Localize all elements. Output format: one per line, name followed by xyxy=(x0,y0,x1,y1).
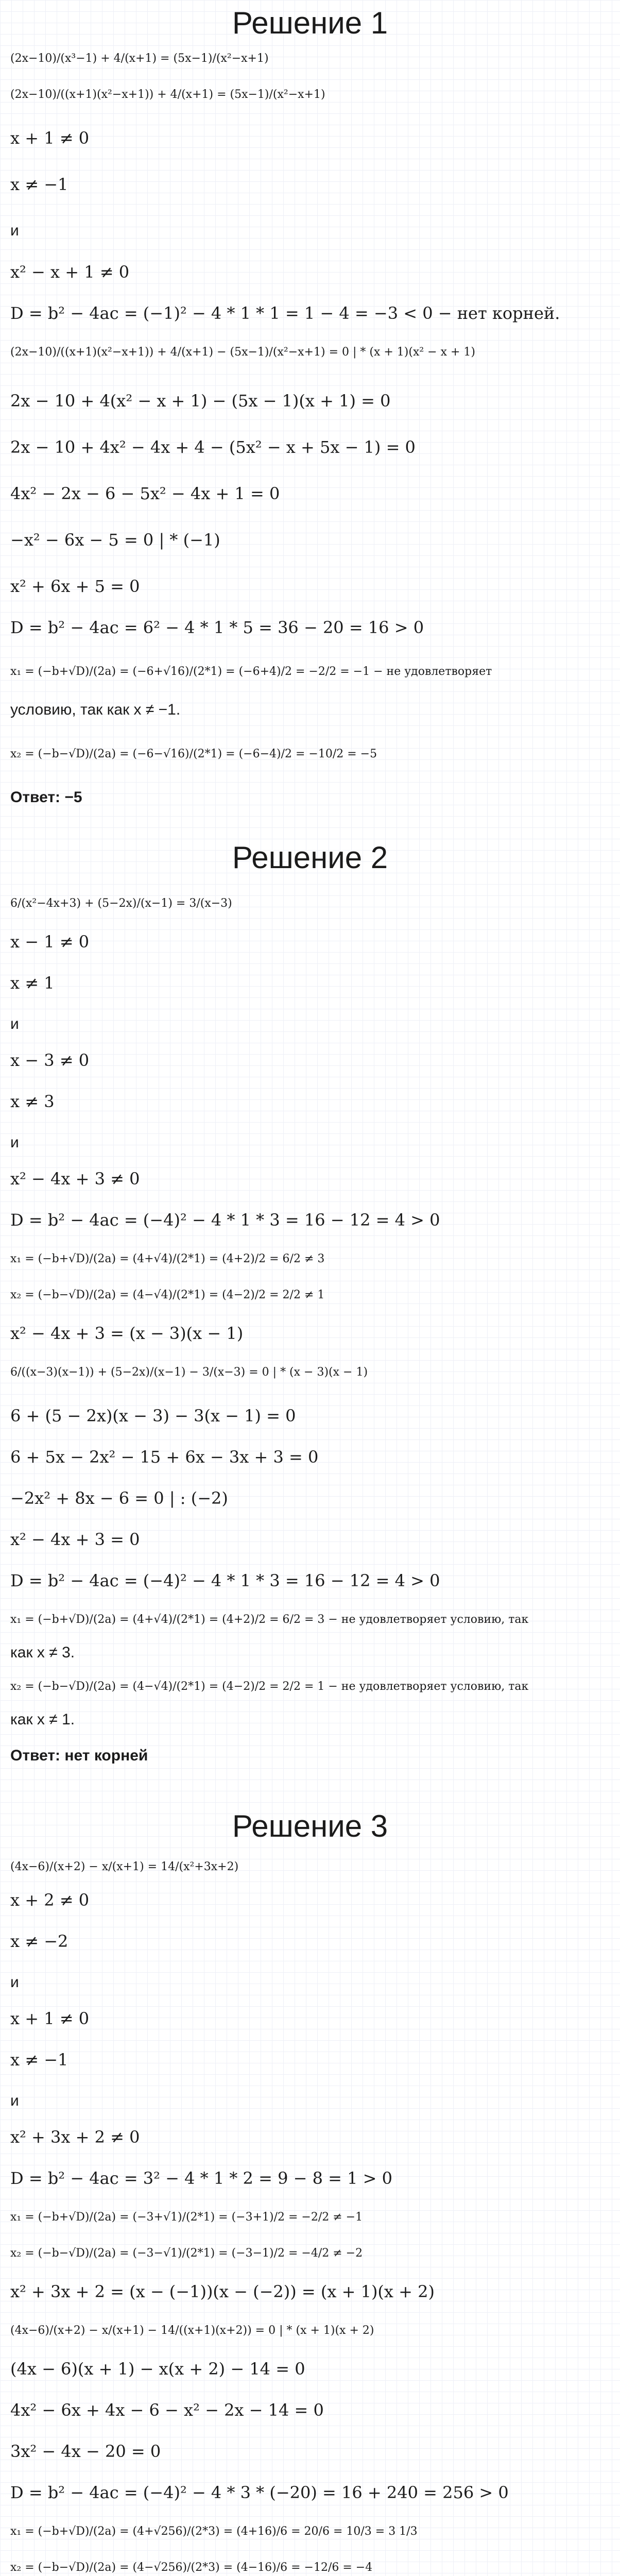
equation-line: x ≠ −2 xyxy=(10,1931,68,1951)
equation-line: (4x−6)/(x+2) − x/(x+1) = 14/(x²+3x+2) xyxy=(10,1860,239,1873)
equation-line: x₂ = (−b−√D)/(2a) = (4−√4)/(2*1) = (4−2)/2 = 2/2 = 1 − не удовлетворяет условию, так xyxy=(10,1680,529,1693)
equation-line: 3x² − 4x − 20 = 0 xyxy=(10,2442,161,2461)
equation-line: x² − x + 1 ≠ 0 xyxy=(10,262,130,282)
equation-line: x ≠ −1 xyxy=(10,2050,68,2070)
equation-line: 6 + 5x − 2x² − 15 + 6x − 3x + 3 = 0 xyxy=(10,1447,319,1467)
equation-line: 2x − 10 + 4(x² − x + 1) − (5x − 1)(x + 1) = 0 xyxy=(10,391,391,411)
text-line: и xyxy=(10,2092,19,2109)
equation-line: x + 1 ≠ 0 xyxy=(10,128,90,148)
equation-line: x² − 4x + 3 = (x − 3)(x − 1) xyxy=(10,1324,244,1343)
equation-line: x² − 4x + 3 ≠ 0 xyxy=(10,1169,140,1189)
section-title: Решение 1 xyxy=(232,6,388,40)
text-line: и xyxy=(10,1015,19,1032)
text-line: как x ≠ 1. xyxy=(10,1711,75,1728)
equation-line: D = b² − 4ac = 3² − 4 * 1 * 2 = 9 − 8 = 1 > 0 xyxy=(10,2168,392,2188)
answer-line: Ответ: нет корней xyxy=(10,1747,148,1764)
solution-3 xyxy=(0,1808,620,2574)
solution-1 xyxy=(0,5,620,896)
section-title: Решение 2 xyxy=(232,840,388,875)
equation-line: x + 2 ≠ 0 xyxy=(10,1890,90,1910)
equation-line: x + 1 ≠ 0 xyxy=(10,2009,90,2028)
equation-line: x₂ = (−b−√D)/(2a) = (−3−√1)/(2*1) = (−3−1)/2 = −4/2 ≠ −2 xyxy=(10,2247,363,2260)
equation-line: 4x² − 2x − 6 − 5x² − 4x + 1 = 0 xyxy=(10,484,280,503)
equation-line: x ≠ 1 xyxy=(10,973,55,993)
solution-2 xyxy=(0,840,620,1764)
equation-line: x₂ = (−b−√D)/(2a) = (4−√256)/(2*3) = (4−16)/6 = −12/6 = −4 xyxy=(10,2561,373,2574)
equation-line: x₁ = (−b+√D)/(2a) = (−6+√16)/(2*1) = (−6+4)/2 = −2/2 = −1 − не удовлетворяет xyxy=(10,665,492,678)
equation-line: 2x − 10 + 4x² − 4x + 4 − (5x² − x + 5x − 1) = 0 xyxy=(10,437,416,457)
text-line: как x ≠ 3. xyxy=(10,1644,75,1661)
equation-line: −2x² + 8x − 6 = 0 | : (−2) xyxy=(10,1488,228,1508)
equation-line: D = b² − 4ac = (−1)² − 4 * 1 * 1 = 1 − 4 = −3 < 0 − нет корней. xyxy=(10,303,560,323)
equation-line: (4x − 6)(x + 1) − x(x + 2) − 14 = 0 xyxy=(10,2359,305,2379)
equation-line: D = b² − 4ac = (−4)² − 4 * 1 * 3 = 16 − 12 = 4 > 0 xyxy=(10,1571,440,1590)
equation-line: −x² − 6x − 5 = 0 | * (−1) xyxy=(10,530,220,550)
equation-line: (4x−6)/(x+2) − x/(x+1) − 14/((x+1)(x+2)) = 0 | * (x + 1)(x + 2) xyxy=(10,2324,374,2337)
equation-line: D = b² − 4ac = 6² − 4 * 1 * 5 = 36 − 20 = 16 > 0 xyxy=(10,618,424,637)
equation-line: x² + 3x + 2 ≠ 0 xyxy=(10,2127,140,2147)
equation-line: (2x−10)/(x³−1) + 4/(x+1) = (5x−1)/(x²−x+1) xyxy=(10,52,269,65)
equation-line: 4x² − 6x + 4x − 6 − x² − 2x − 14 = 0 xyxy=(10,2400,324,2420)
equation-line: x ≠ 3 xyxy=(10,1092,55,1111)
equation-line: x₁ = (−b+√D)/(2a) = (−3+√1)/(2*1) = (−3+1)/2 = −2/2 ≠ −1 xyxy=(10,2211,363,2224)
equation-line: x₂ = (−b−√D)/(2a) = (4−√4)/(2*1) = (4−2)/2 = 2/2 ≠ 1 xyxy=(10,1289,325,1301)
equation-line: x₁ = (−b+√D)/(2a) = (4+√4)/(2*1) = (4+2)/2 = 6/2 ≠ 3 xyxy=(10,1252,325,1265)
equation-line: (2x−10)/((x+1)(x²−x+1)) + 4/(x+1) = (5x−1)/(x²−x+1) xyxy=(10,88,325,101)
equation-line: x − 3 ≠ 0 xyxy=(10,1050,90,1070)
equation-line: x₁ = (−b+√D)/(2a) = (4+√256)/(2*3) = (4+16)/6 = 20/6 = 10/3 = 3 1/3 xyxy=(10,2525,418,2538)
equation-line: x − 1 ≠ 0 xyxy=(10,932,90,952)
equation-line: x² + 6x + 5 = 0 xyxy=(10,577,140,596)
equation-line: 6 + (5 − 2x)(x − 3) − 3(x − 1) = 0 xyxy=(10,1406,296,1426)
text-line: условию, так как x ≠ −1. xyxy=(10,701,181,718)
equation-line: x² − 4x + 3 = 0 xyxy=(10,1530,140,1549)
equation-line: D = b² − 4ac = (−4)² − 4 * 1 * 3 = 16 − 12 = 4 > 0 xyxy=(10,1210,440,1230)
text-line: и xyxy=(10,222,19,239)
section-title: Решение 3 xyxy=(232,1809,388,1843)
equation-line: x₁ = (−b+√D)/(2a) = (4+√4)/(2*1) = (4+2)/2 = 6/2 = 3 − не удовлетворяет условию, так xyxy=(10,1613,529,1626)
equation-line: 6/((x−3)(x−1)) + (5−2x)/(x−1) − 3/(x−3) = 0 | * (x − 3)(x − 1) xyxy=(10,1366,368,1379)
equation-line: x₂ = (−b−√D)/(2a) = (−6−√16)/(2*1) = (−6−4)/2 = −10/2 = −5 xyxy=(10,748,377,760)
answer-line: Ответ: −5 xyxy=(10,789,82,806)
equation-line: (2x−10)/((x+1)(x²−x+1)) + 4/(x+1) − (5x−1)/(x²−x+1) = 0 | * (x + 1)(x² − x + 1) xyxy=(10,346,476,359)
text-line: и xyxy=(10,1974,19,1991)
text-line: и xyxy=(10,1134,19,1151)
equation-line: D = b² − 4ac = (−4)² − 4 * 3 * (−20) = 16 + 240 = 256 > 0 xyxy=(10,2483,509,2502)
equation-line: 6/(x²−4x+3) + (5−2x)/(x−1) = 3/(x−3) xyxy=(10,897,232,910)
equation-line: x² + 3x + 2 = (x − (−1))(x − (−2)) = (x + 1)(x + 2) xyxy=(10,2282,435,2301)
equation-line: x ≠ −1 xyxy=(10,175,68,194)
